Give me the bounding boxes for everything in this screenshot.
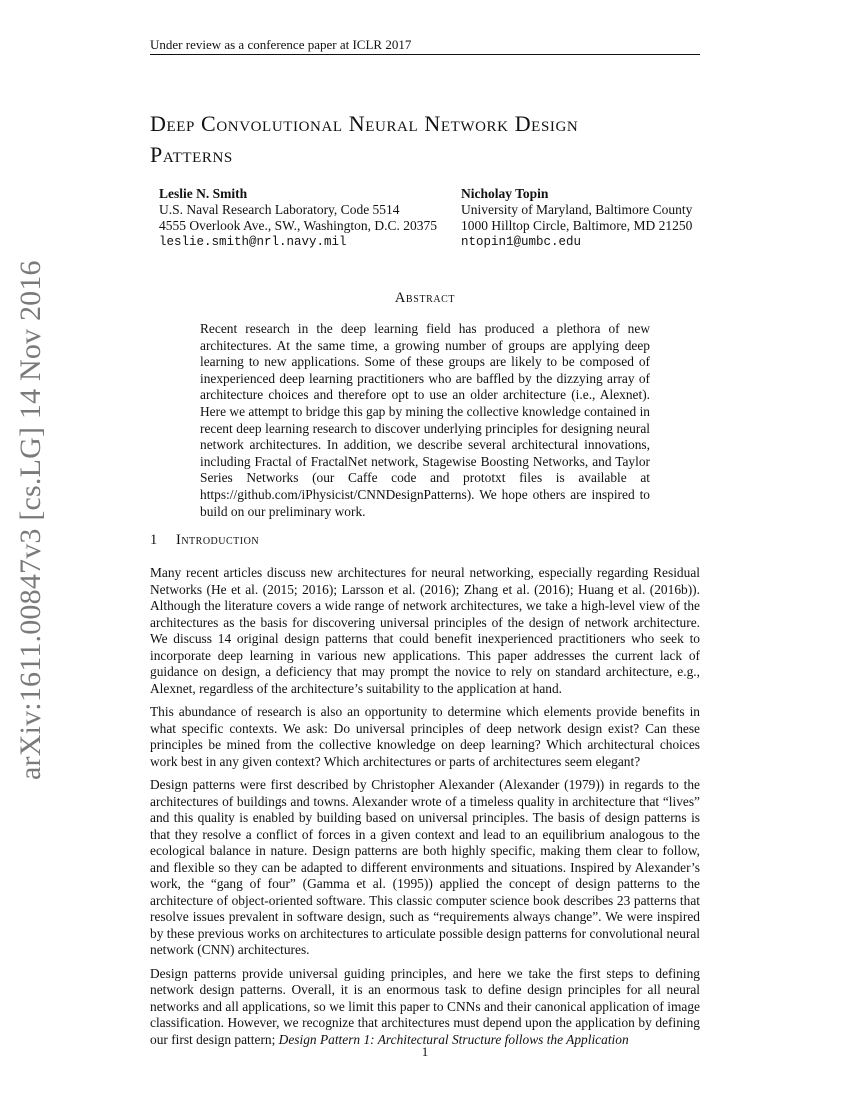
author-address: 1000 Hilltop Circle, Baltimore, MD 21250 [461, 218, 693, 233]
introduction-body [150, 565, 700, 1055]
author-email: ntopin1@umbc.edu [461, 235, 582, 249]
author-block-2 [461, 186, 692, 250]
paragraph: Design patterns were first described by Christopher Alexander (Alexander (1979)) in regards to the architectures of buildings and towns. Alexander wrote of a timeless quality in architecture that “lives” and this quality is enabled by building based on universal principles. The basis of design patterns is that they resolve a conflict of forces in a given context and lead to an equilibrium analogous to the ecological balance in nature. Design patterns are both highly specific, making them clear to follow, and flexible so they can be adapted to different environments and situations. Inspired by Alexander’s work, the “gang of four” (Gamma et al. (1995)) applied the concept of design patterns to the architecture of object-oriented software. This classic computer science book describes 23 patterns that resolve issues prevalent in software design, such as “requirements always change”. We were inspired by these previous works on architectures to articulate possible design patterns for convolutional neural network (CNN) architectures. [150, 777, 700, 957]
author-affiliation: U.S. Naval Research Laboratory, Code 5514 [159, 202, 400, 217]
author-affiliation: University of Maryland, Baltimore County [461, 202, 693, 217]
section-title: Introduction [176, 532, 260, 548]
paragraph [150, 966, 700, 1049]
abstract-heading: Abstract [394, 290, 456, 306]
paragraph: This abundance of research is also an opportunity to determine which elements provide benefits in what specific contexts. We ask: Do universal principles of deep network design exist? Can these principles be mined from the collective knowledge on deep learning? Which architectural choices work best in any given context? Which architectures or parts of architectures seem elegant? [150, 704, 700, 769]
paper-title [150, 108, 710, 170]
abstract-text: Recent research in the deep learning field has produced a plethora of new architectures. At the same time, a growing number of groups are applying deep learning to new applications. Some of these groups are likely to be composed of inexperienced deep learning practitioners who are baffled by the dizzying array of architecture choices and therefore opt to use an older architecture (i.e., Alexnet). Here we attempt to bridge this gap by mining the collective knowledge contained in recent deep learning research to discover underlying principles for designing neural network architectures. In addition, we describe several architectural innovations, including Fractal of FractalNet network, Stagewise Boosting Networks, and Taylor Series Networks (our Caffe code and prototxt files is available at https://github.com/iPhysicist/CNNDesignPatterns). We hope others are inspired to build on our preliminary work. [200, 321, 650, 519]
author-block-1 [159, 186, 437, 250]
paper-title-line-2: Patterns [150, 142, 233, 167]
paragraph-text: Design patterns provide universal guiding principles, and here we take the first steps to defining network design patterns. Overall, it is an enormous task to define design principles for all neural networks and all applications, so we limit this paper to CNNs and their canonical application of image classification. However, we recognize that architectures must depend upon the application by defining our first design pattern; [150, 965, 700, 1047]
paragraph: Many recent articles discuss new architectures for neural networking, especially regarding Residual Networks (He et al. (2015; 2016); Larsson et al. (2016); Zhang et al. (2016); Huang et al. (2016b)). Although the literature covers a wide range of network architectures, we take a high-level view of the architectures as the basis for discovering universal principles of the design of network architecture. We discuss 14 original design patterns that could benefit inexperienced practitioners who seek to incorporate deep learning in various new applications. This paper addresses the current lack of guidance on design, a deficiency that may prompt the novice to rely on standard architecture, e.g., Alexnet, regardless of the architecture’s suitability to the application at hand. [150, 565, 700, 696]
author-name: Leslie N. Smith [159, 186, 248, 201]
header-rule [150, 54, 700, 55]
paper-title-line-1: Deep Convolutional Neural Network Design [150, 111, 579, 136]
section-heading-introduction [150, 532, 700, 549]
section-number: 1 [150, 532, 158, 548]
running-header: Under review as a conference paper at ICLR 2017 [150, 37, 412, 52]
arxiv-stamp: arXiv:1611.00847v3 [cs.LG] 14 Nov 2016 [14, 260, 47, 780]
author-address: 4555 Overlook Ave., SW., Washington, D.C. 20375 [159, 218, 438, 233]
page-number: 1 [421, 1044, 429, 1059]
design-pattern-1: Design Pattern 1: Architectural Structure follows the Application [278, 1031, 629, 1047]
author-name: Nicholay Topin [461, 186, 549, 201]
author-email: leslie.smith@nrl.navy.mil [159, 235, 347, 249]
